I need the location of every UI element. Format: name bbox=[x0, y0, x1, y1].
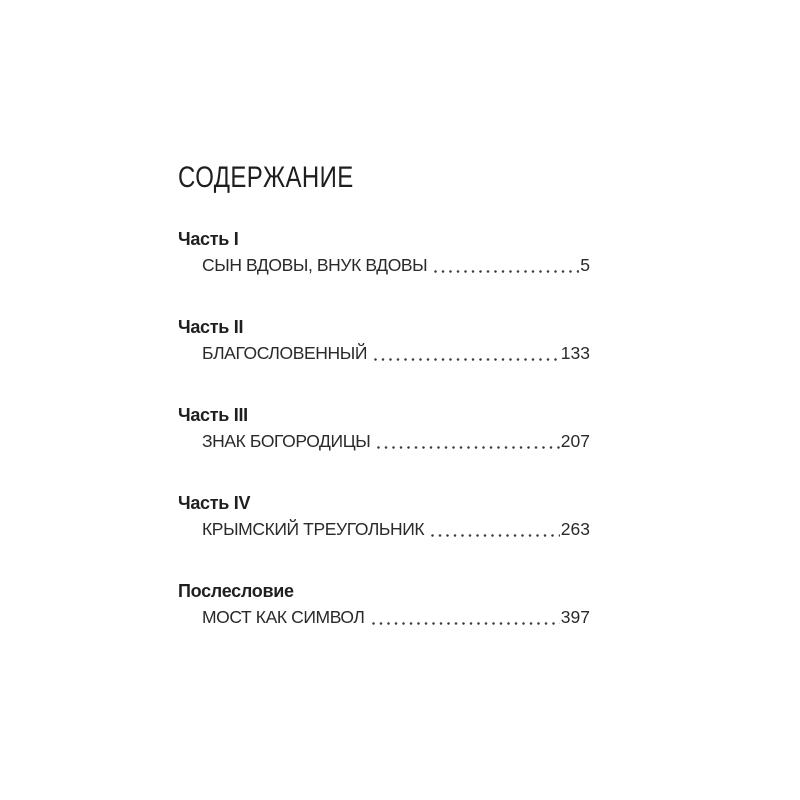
dot-leader bbox=[434, 270, 579, 273]
part-heading: Часть II bbox=[178, 317, 244, 337]
toc-row bbox=[178, 340, 590, 366]
page-number: 5 bbox=[580, 255, 590, 275]
part-heading: Часть IV bbox=[178, 493, 251, 513]
page-number: 263 bbox=[560, 519, 590, 539]
chapter-title: СЫН ВДОВЫ, ВНУК ВДОВЫ bbox=[202, 255, 428, 275]
toc-section-part-3 bbox=[178, 402, 590, 454]
chapter-title: МОСТ КАК СИМВОЛ bbox=[202, 607, 365, 627]
page-number: 207 bbox=[560, 431, 590, 451]
toc-section-part-1 bbox=[178, 226, 590, 278]
dot-leader bbox=[372, 622, 560, 625]
page-title: СОДЕРЖАНИЕ bbox=[178, 161, 354, 194]
toc-section-afterword bbox=[178, 578, 590, 630]
chapter-title: КРЫМСКИЙ ТРЕУГОЛЬНИК bbox=[202, 519, 425, 539]
part-heading: Часть I bbox=[178, 229, 239, 249]
part-heading: Послесловие bbox=[178, 581, 294, 601]
page-number: 133 bbox=[560, 343, 590, 363]
part-heading: Часть III bbox=[178, 405, 248, 425]
dot-leader bbox=[431, 534, 560, 537]
chapter-title: БЛАГОСЛОВЕННЫЙ bbox=[202, 343, 367, 363]
toc-row bbox=[178, 604, 590, 630]
chapter-title: ЗНАК БОГОРОДИЦЫ bbox=[202, 431, 371, 451]
toc-row bbox=[178, 516, 590, 542]
toc-section-part-2 bbox=[178, 314, 590, 366]
toc-section-part-4 bbox=[178, 490, 590, 542]
toc-row bbox=[178, 252, 590, 278]
dot-leader bbox=[374, 358, 560, 361]
toc-row bbox=[178, 428, 590, 454]
dot-leader bbox=[377, 446, 559, 449]
page-number: 397 bbox=[560, 607, 590, 627]
toc-page bbox=[178, 160, 590, 666]
